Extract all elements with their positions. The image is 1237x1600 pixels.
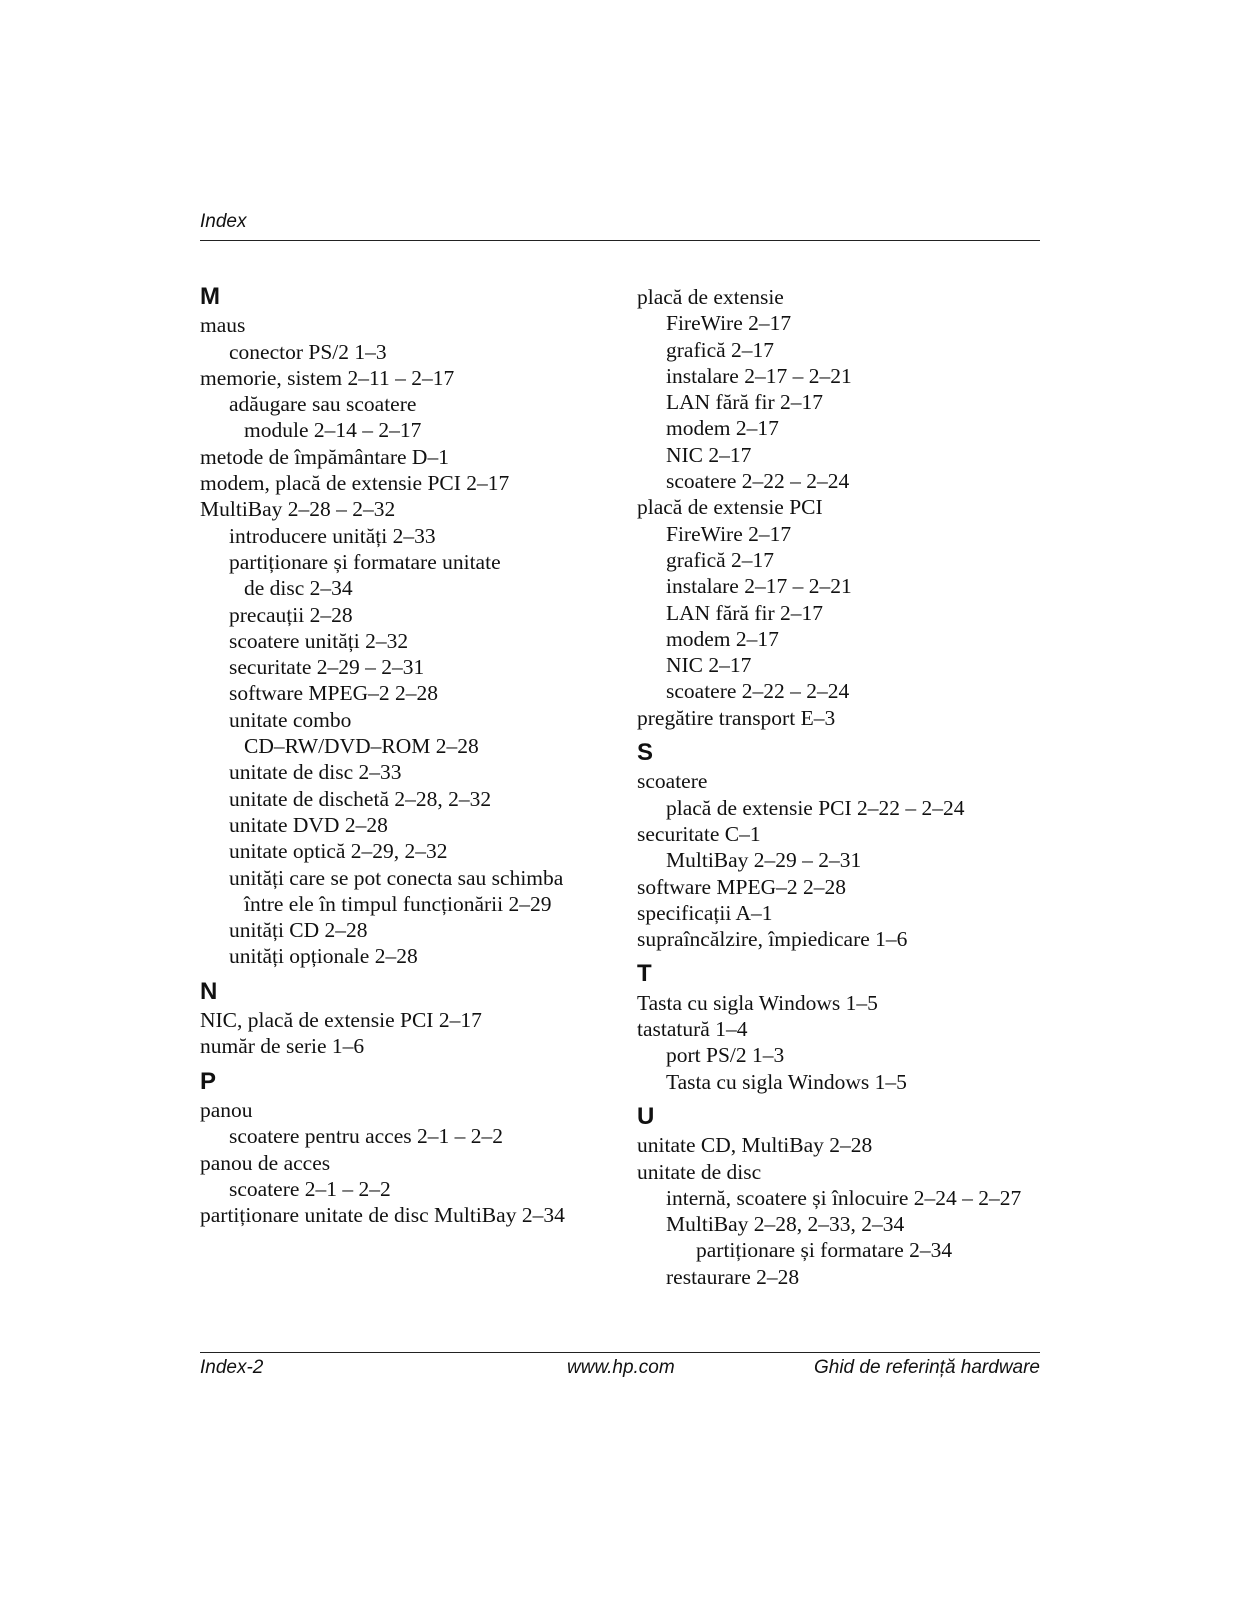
index-entry: NIC 2–17 <box>666 653 752 678</box>
index-entry: NIC 2–17 <box>666 442 752 467</box>
index-entry: maus <box>200 313 246 338</box>
index-entry: grafică 2–17 <box>666 337 775 362</box>
index-entry: scoatere pentru acces 2–1 – 2–2 <box>229 1124 504 1149</box>
index-entry: instalare 2–17 – 2–21 <box>666 574 852 599</box>
index-entry: scoatere 2–22 – 2–24 <box>666 469 850 494</box>
footer-page-number: Index-2 <box>200 1357 264 1378</box>
index-entry: securitate 2–29 – 2–31 <box>229 655 425 680</box>
index-entry: scoatere 2–1 – 2–2 <box>229 1176 391 1201</box>
index-entry: LAN fără fir 2–17 <box>666 390 824 415</box>
index-column-left <box>200 284 600 1228</box>
index-entry: internă, scoatere și înlocuire 2–24 – 2–27 <box>666 1185 1022 1210</box>
index-entry: placă de extensie PCI <box>637 495 823 520</box>
index-entry: software MPEG–2 2–28 <box>229 681 439 706</box>
index-entry: unitate optică 2–29, 2–32 <box>229 839 448 864</box>
index-entry: unitate CD, MultiBay 2–28 <box>637 1133 873 1158</box>
index-entry: scoatere unități 2–32 <box>229 628 409 653</box>
index-entry: partiționare unitate de disc MultiBay 2–34 <box>200 1203 565 1228</box>
index-entry: precauții 2–28 <box>229 602 353 627</box>
index-entry: MultiBay 2–28 – 2–32 <box>200 497 396 522</box>
index-entry: specificații A–1 <box>637 900 773 925</box>
index-entry: unitate de disc <box>637 1159 762 1184</box>
index-column-right <box>637 284 1047 1290</box>
index-section-letter: P <box>200 1067 217 1095</box>
index-entry: securitate C–1 <box>637 821 761 846</box>
index-entry: CD–RW/DVD–ROM 2–28 <box>244 734 479 759</box>
index-entry: module 2–14 – 2–17 <box>244 418 422 443</box>
index-entry: modem 2–17 <box>666 626 779 651</box>
running-header-title: Index <box>200 211 247 232</box>
index-entry: restaurare 2–28 <box>666 1264 800 1289</box>
index-entry: de disc 2–34 <box>244 576 353 601</box>
index-entry: modem, placă de extensie PCI 2–17 <box>200 471 510 496</box>
index-entry: partiționare și formatare 2–34 <box>696 1238 953 1263</box>
index-entry: partiționare și formatare unitate <box>229 549 501 574</box>
index-entry: LAN fără fir 2–17 <box>666 600 824 625</box>
index-entry: unități care se pot conecta sau schimba <box>229 865 564 890</box>
index-entry: pregătire transport E–3 <box>637 705 836 730</box>
index-entry: unități CD 2–28 <box>229 918 368 943</box>
index-entry: număr de serie 1–6 <box>200 1034 365 1059</box>
footer-guide-title: Ghid de referință hardware <box>813 1357 1040 1378</box>
index-entry: port PS/2 1–3 <box>666 1043 785 1068</box>
index-entry: unitate de dischetă 2–28, 2–32 <box>229 786 492 811</box>
index-entry: unitate combo <box>229 707 352 732</box>
index-entry: memorie, sistem 2–11 – 2–17 <box>200 365 455 390</box>
index-entry: supraîncălzire, împiedicare 1–6 <box>637 927 908 952</box>
index-entry: grafică 2–17 <box>666 547 775 572</box>
index-entry: unități opționale 2–28 <box>229 944 418 969</box>
index-section-letter: U <box>637 1102 655 1130</box>
index-entry: NIC, placă de extensie PCI 2–17 <box>200 1008 482 1033</box>
index-entry: Tasta cu sigla Windows 1–5 <box>637 990 878 1015</box>
index-entry: placă de extensie <box>637 285 784 309</box>
page-header <box>200 210 1040 241</box>
index-entry: panou <box>200 1097 253 1122</box>
index-section-letter: N <box>200 977 218 1005</box>
index-entry: unitate de disc 2–33 <box>229 760 402 785</box>
index-entry: adăugare sau scoatere <box>229 392 417 417</box>
index-entry: placă de extensie PCI 2–22 – 2–24 <box>666 795 965 820</box>
index-entry: scoatere <box>637 769 708 794</box>
page-footer <box>200 1352 1040 1383</box>
index-entry: conector PS/2 1–3 <box>229 339 387 364</box>
footer-website: www.hp.com <box>567 1357 675 1378</box>
index-entry: panou de acces <box>200 1150 331 1175</box>
index-entry: scoatere 2–22 – 2–24 <box>666 679 850 704</box>
index-entry: MultiBay 2–29 – 2–31 <box>666 848 862 873</box>
index-entry: tastatură 1–4 <box>637 1017 748 1042</box>
index-entry: software MPEG–2 2–28 <box>637 874 847 899</box>
index-section-letter: S <box>637 739 654 767</box>
index-entry: Tasta cu sigla Windows 1–5 <box>666 1069 907 1094</box>
index-entry: modem 2–17 <box>666 416 779 441</box>
index-entry: FireWire 2–17 <box>666 311 792 336</box>
index-entry: MultiBay 2–28, 2–33, 2–34 <box>666 1212 905 1237</box>
index-section-letter: T <box>637 960 652 988</box>
index-section-letter: M <box>200 283 220 310</box>
index-entry: instalare 2–17 – 2–21 <box>666 363 852 388</box>
index-entry: metode de împământare D–1 <box>200 444 449 469</box>
index-entry: unitate DVD 2–28 <box>229 812 388 837</box>
index-entry: introducere unități 2–33 <box>229 523 436 548</box>
index-entry: între ele în timpul funcționării 2–29 <box>244 891 552 916</box>
index-entry: FireWire 2–17 <box>666 521 792 546</box>
